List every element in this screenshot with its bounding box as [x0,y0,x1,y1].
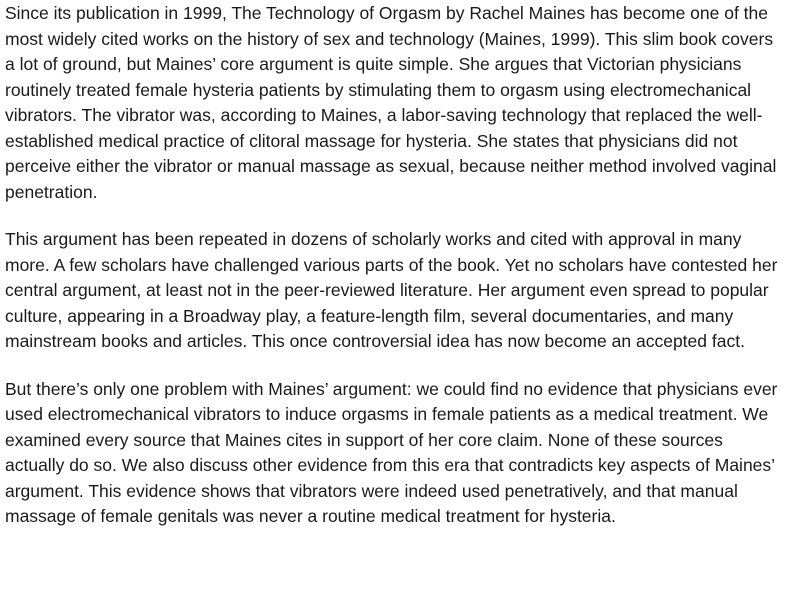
paragraph-3: But there’s only one problem with Maines’ argument: we could find no evidence that physicians ever used electromechanical vibrators to induce orgasms in female patients as a medical treatment. We examined every source that Maines cites in support of her core claim. None of these sources actually do so. We also discuss other evidence from this era that contradicts key aspects of Maines’ argument. This evidence shows that vibrators were indeed used penetratively, and that manual massage of female genitals was never a routine medical treatment for hysteria. [5,378,778,526]
paragraph-2: This argument has been repeated in dozens of scholarly works and cited with approval in many more. A few scholars have challenged various parts of the book. Yet no scholars have contested her central argument, at least not in the peer-reviewed literature. Her argument even spread to popular culture, appearing in a Broadway play, a feature-length film, several documentaries, and many mainstream books and articles. This once controversial idea has now become an accepted fact. [5,229,778,351]
document-body [0,1,787,530]
paragraph-1: Since its publication in 1999, The Technology of Orgasm by Rachel Maines has become one of the most widely cited works on the history of sex and technology (Maines, 1999). This slim book covers a lot of ground, but Maines’ core argument is quite simple. She argues that Victorian physicians routinely treated female hysteria patients by stimulating them to orgasm using electromechanical vibrators. The vibrator was, according to Maines, a labor-saving technology that replaced the well-established medical practice of clitoral massage for hysteria. She states that physicians did not perceive either the vibrator or manual massage as sexual, because neither method involved vaginal penetration. [5,3,777,202]
